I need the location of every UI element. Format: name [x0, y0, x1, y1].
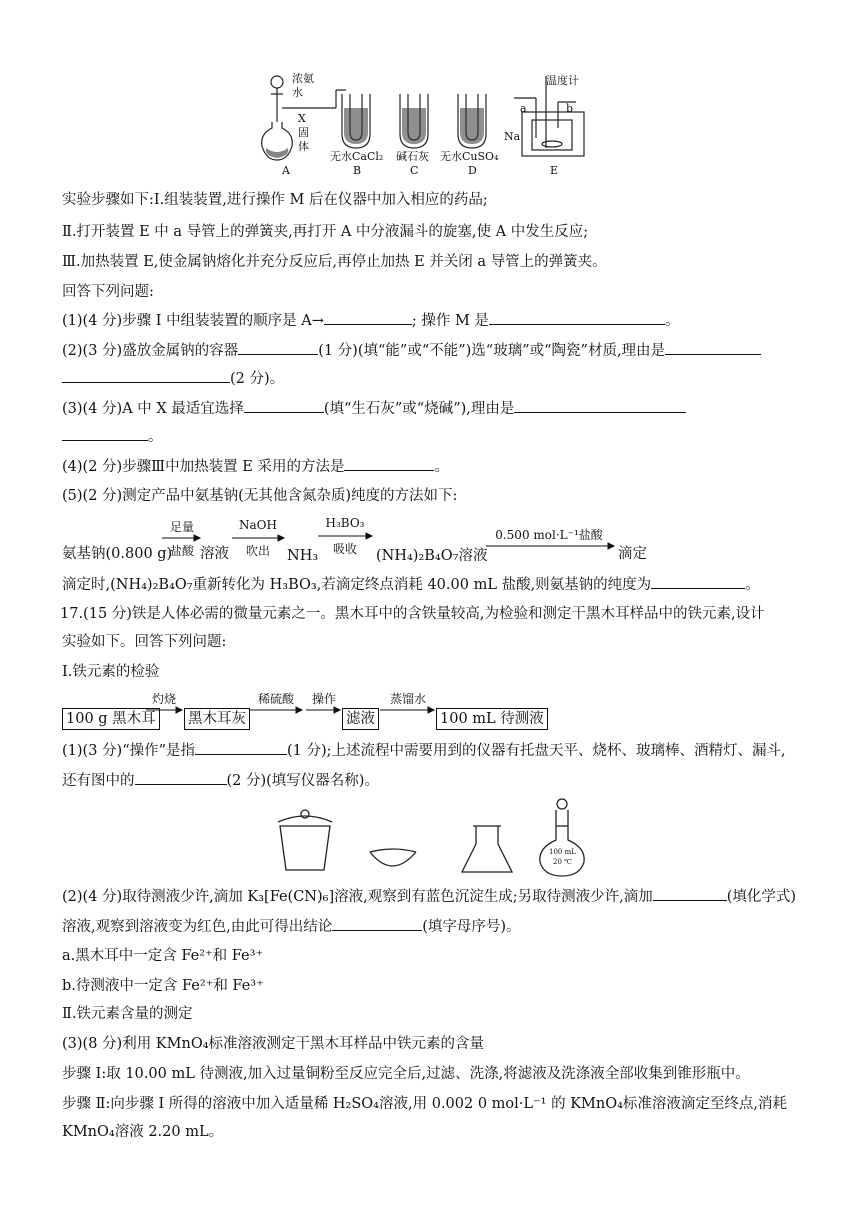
part1-question-2: (2)(4 分)取待测液少许,滴加 K₃[Fe(CN)₆]溶液,观察到有蓝色沉淀生成;另取待测液少许,滴加 (填化学式) [62, 886, 796, 907]
letter-d: D [468, 164, 477, 177]
crucible-icon [278, 810, 332, 870]
question-3-cont: 。 [62, 426, 163, 447]
flow2-arrow3: 操作 [311, 692, 336, 706]
flow1-end: 滴定 [618, 546, 647, 562]
label-d-reagent: 无水CuSO₄ [440, 150, 499, 163]
label-thermometer: 温度计 [546, 74, 579, 87]
flow1-arrow3-top: H₃BO₃ [325, 516, 365, 530]
answer-blank[interactable] [332, 916, 422, 931]
flow1-solution: 溶液 [200, 546, 229, 562]
step-3: Ⅲ.加热装置 E,使金属钠熔化并充分反应后,再停止加热 E 并关闭 a 导管上的弹簧夹。 [62, 254, 607, 270]
steps-intro: 实验步骤如下:Ⅰ.组装装置,进行操作 M 后在仪器中加入相应的药品; [62, 192, 488, 208]
part1-question-1: (1)(3 分)“操作”是指 (1 分);上述流程中需要用到的仪器有托盘天平、烧杯、玻璃棒、酒精灯、漏斗, [62, 740, 786, 761]
flow1-arrow1-bottom: 盐酸 [169, 544, 194, 558]
part2-question-3: (3)(8 分)利用 KMnO₄标准溶液测定干黑木耳样品中铁元素的含量 [62, 1036, 485, 1052]
letter-a: A [282, 164, 290, 177]
option-b: b.待测液中一定含 Fe²⁺和 Fe³⁺ [62, 978, 264, 994]
step-ii: 步骤 Ⅱ:向步骤 Ⅰ 所得的溶液中加入适量稀 H₂SO₄溶液,用 0.002 0 mol·L⁻¹ 的 KMnO₄标准溶液滴定至终点,消耗 [62, 1096, 788, 1112]
question-3: (3)(4 分)A 中 X 最适宜选择 (填“生石灰”或“烧碱”),理由是 [62, 398, 686, 419]
answer-blank[interactable] [135, 770, 227, 785]
flow2-box1: 100 g 黑木耳 [62, 708, 160, 730]
flow1-arrow1-top: 足量 [169, 520, 194, 534]
question-17-line1: 17.(15 分)铁是人体必需的微量元素之一。黑木耳中的含铁量较高,为检验和测定干黑木耳样品中的铁元素,设计 [60, 606, 765, 622]
step-i: 步骤 Ⅰ:取 10.00 mL 待测液,加入过量铜粉至反应完全后,过滤、洗涤,将滤液及洗涤液全部收集到锥形瓶中。 [62, 1066, 750, 1082]
label-b-reagent: 无水CaCl₂ [330, 150, 384, 163]
label-c-reagent: 碱石灰 [396, 150, 429, 163]
flow1-arrow2-bottom: 吹出 [245, 544, 270, 558]
flow2-box4: 100 mL 待测液 [436, 708, 548, 730]
step-ii-cont: KMnO₄溶液 2.20 mL。 [62, 1124, 224, 1140]
letter-c: C [410, 164, 419, 177]
flow2-arrow2: 稀硫酸 [257, 692, 294, 706]
part1-question-2-cont: 溶液,观察到溶液变为红色,由此可得出结论 (填字母序号)。 [62, 916, 521, 937]
question-4: (4)(2 分)步骤Ⅲ中加热装置 E 采用的方法是 。 [62, 456, 449, 477]
option-a: a.黑木耳中一定含 Fe²⁺和 Fe³⁺ [62, 948, 264, 964]
label-ammonia: 浓氨水 [292, 72, 314, 99]
part-1-title: Ⅰ.铁元素的检验 [62, 664, 160, 680]
letter-b: B [353, 164, 362, 177]
question-2: (2)(3 分)盛放金属钠的容器 (1 分)(填“能”或“不能”)选“玻璃”或“陶瓷”材质,理由是 [62, 340, 761, 361]
flow1-arrow4-top: 0.500 mol·L⁻¹盐酸 [495, 528, 603, 542]
flow1-arrow3-bottom: 吸收 [332, 542, 357, 556]
step-2: Ⅱ.打开装置 E 中 a 导管上的弹簧夹,再打开 A 中分液漏斗的旋塞,使 A 中发生反应; [62, 224, 589, 240]
flow2-arrow1: 灼烧 [151, 692, 176, 706]
answer-blank[interactable] [653, 886, 727, 901]
part-2-title: Ⅱ.铁元素含量的测定 [62, 1006, 193, 1022]
question-1: (1)(4 分)步骤 Ⅰ 中组装装置的顺序是 A→ ; 操作 M 是 。 [62, 310, 679, 331]
part1-question-1-cont: 还有图中的 (2 分)(填写仪器名称)。 [62, 770, 379, 791]
question-2-cont: (2 分)。 [62, 368, 284, 389]
flask-label-volume: 100 mL [549, 848, 576, 856]
flask-label-temp: 20 ℃ [553, 858, 572, 866]
answer-prompt: 回答下列问题: [62, 284, 154, 300]
label-na: Na [504, 130, 521, 143]
flow2-box2: 黑木耳灰 [184, 708, 250, 730]
conical-flask-icon [462, 826, 512, 872]
flow1-nh3: NH₃ [287, 548, 319, 564]
question-5-detail: 滴定时,(NH₄)₂B₄O₇重新转化为 H₃BO₃,若滴定终点消耗 40.00 mL 盐酸,则氨基钠的纯度为 。 [62, 574, 760, 595]
letter-e: E [550, 164, 559, 177]
label-b: b [566, 102, 574, 115]
flow2-arrow4: 蒸馏水 [389, 692, 426, 706]
flow1-borate: (NH₄)₂B₄O₇溶液 [376, 548, 488, 564]
answer-blank[interactable] [195, 740, 287, 755]
label-x-solid: X固体 [298, 112, 309, 153]
evaporating-dish-icon [370, 849, 416, 866]
question-17-line2: 实验如下。回答下列问题: [62, 634, 227, 650]
flow1-start: 氨基钠(0.800 g) [62, 546, 173, 562]
label-a: a [520, 102, 527, 115]
flow1-arrow2-top: NaOH [239, 518, 277, 532]
flow2-box3: 滤液 [342, 708, 379, 730]
question-5: (5)(2 分)测定产品中氨基钠(无其他含氮杂质)纯度的方法如下: [62, 488, 458, 504]
